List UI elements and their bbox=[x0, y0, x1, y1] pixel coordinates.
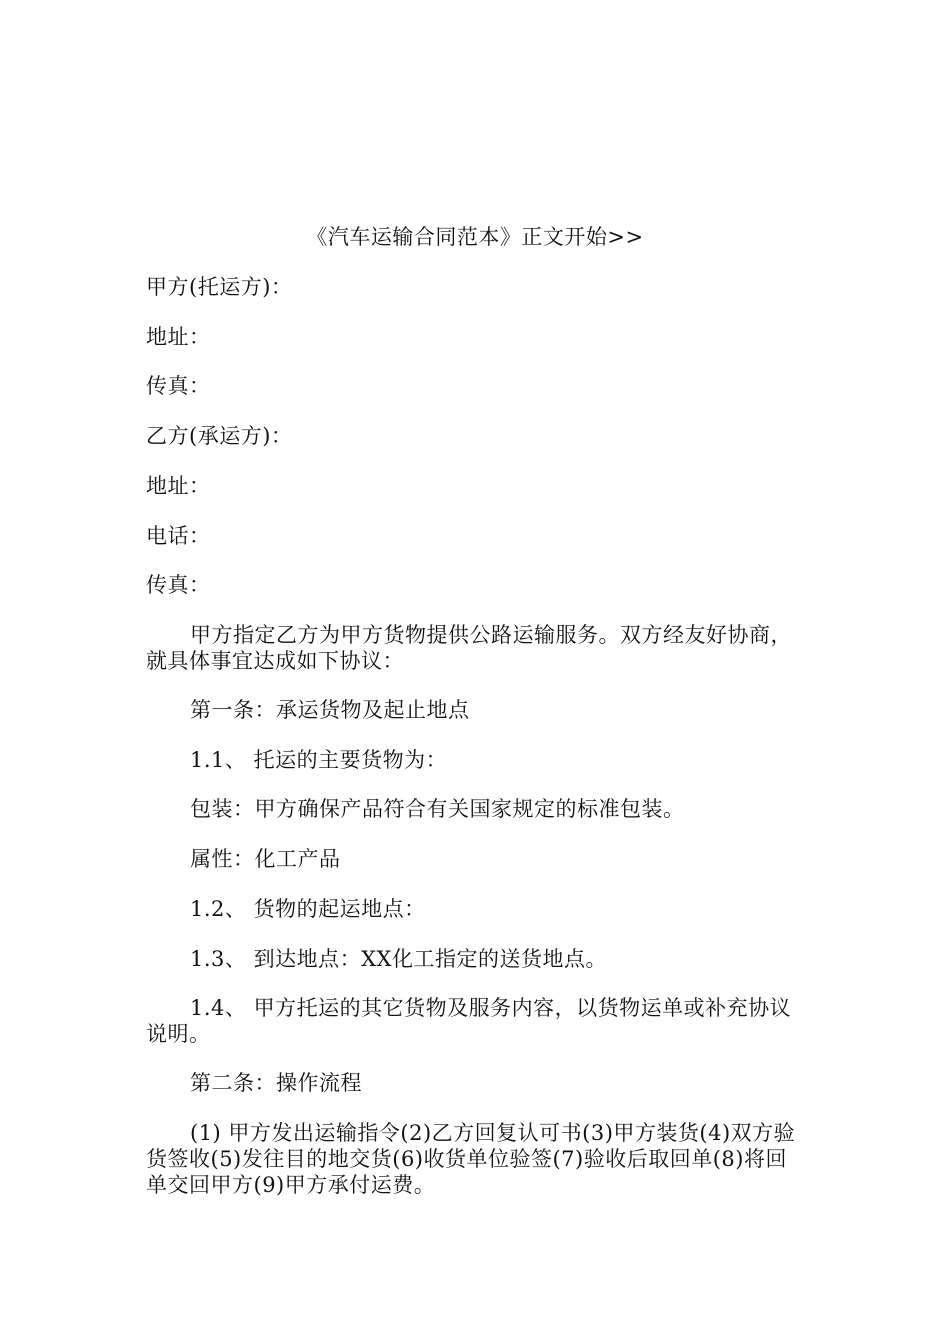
clause-1-2: 1.2、 货物的起运地点： bbox=[190, 897, 426, 921]
clause-1-1: 1.1、 托运的主要货物为： bbox=[190, 748, 448, 772]
clause-1-3: 1.3、 到达地点：XX化工指定的送货地点。 bbox=[190, 947, 607, 971]
party-a-label: 甲方(托运方)： bbox=[146, 275, 293, 299]
article-1-heading: 第一条：承运货物及起止地点 bbox=[190, 698, 470, 722]
attribute-clause: 属性：化工产品 bbox=[190, 847, 341, 871]
intro-paragraph: 甲方指定乙方为甲方货物提供公路运输服务。双方经友好协商，就具体事宜达成如下协议： bbox=[146, 623, 792, 673]
party-a-address-label: 地址： bbox=[146, 325, 211, 349]
document-title: 《汽车运输合同范本》正文开始>> bbox=[306, 225, 644, 249]
process-paragraph: (1) 甲方发出运输指令(2)乙方回复认可书(3)甲方装货(4)双方验货签收(5)发往目的地交货(6)收货单位验签(7)验收后取回单(8)将回单交回甲方(9)甲方承付运费。 bbox=[146, 1121, 796, 1197]
party-b-phone-label: 电话： bbox=[146, 524, 211, 548]
party-b-fax-label: 传真： bbox=[146, 573, 211, 597]
packaging-clause: 包装：甲方确保产品符合有关国家规定的标准包装。 bbox=[190, 797, 685, 821]
article-2-heading: 第二条：操作流程 bbox=[190, 1071, 362, 1095]
party-b-label: 乙方(承运方)： bbox=[146, 424, 293, 448]
party-a-fax-label: 传真： bbox=[146, 374, 211, 398]
clause-1-4: 1.4、 甲方托运的其它货物及服务内容，以货物运单或补充协议说明。 bbox=[146, 996, 792, 1046]
party-b-address-label: 地址： bbox=[146, 474, 211, 498]
